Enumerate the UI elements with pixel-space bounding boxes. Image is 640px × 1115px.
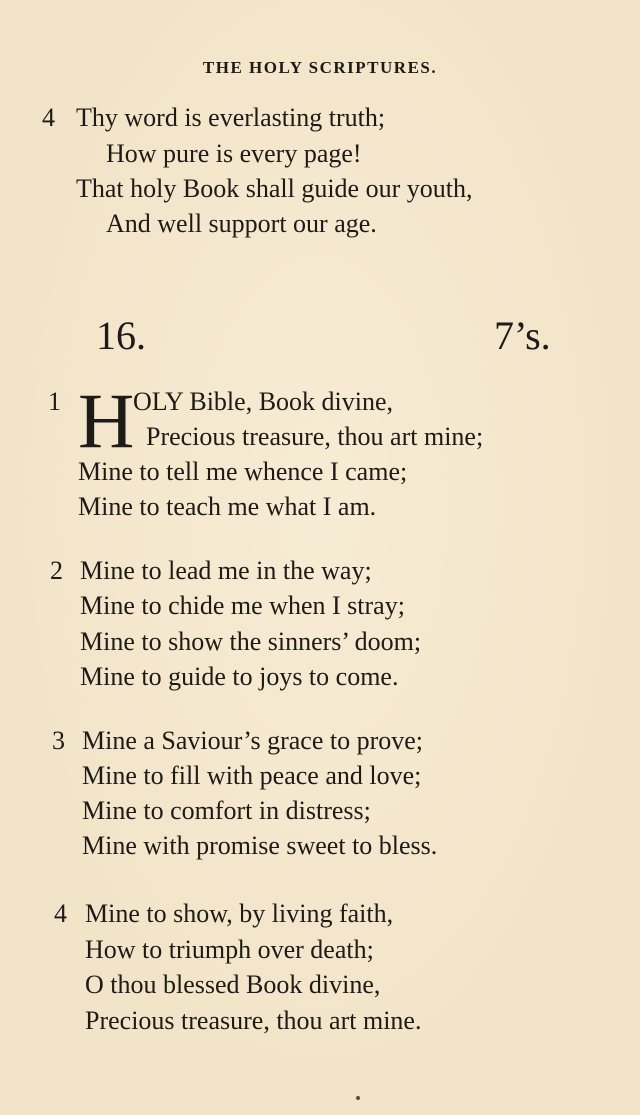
stanza-line: Mine to teach me what I am.	[78, 492, 377, 521]
stanza-line: Mine to tell me whence I came;	[78, 457, 408, 486]
stanza-number: 1	[48, 387, 61, 416]
prev-stanza-number: 4	[42, 103, 55, 132]
stanza-line: Mine to show the sinners’ doom;	[80, 627, 422, 656]
stanza-line: Mine to fill with peace and love;	[82, 761, 422, 790]
stanza-line: O thou blessed Book divine,	[85, 970, 381, 999]
stanza-line: Mine to chide me when I stray;	[80, 591, 405, 620]
prev-stanza-line: That holy Book shall guide our youth,	[76, 174, 473, 203]
stanza-line: Mine to guide to joys to come.	[80, 662, 399, 691]
hymn-meter: 7’s.	[494, 313, 551, 358]
prev-stanza-line: How pure is every page!	[106, 139, 362, 168]
stanza-line: Mine with promise sweet to bless.	[82, 831, 438, 860]
hymn-number: 16.	[96, 313, 146, 358]
running-head: THE HOLY SCRIPTURES.	[202, 58, 438, 77]
stanza-line: Mine to lead me in the way;	[80, 556, 372, 585]
stanza-line: Mine to comfort in distress;	[82, 796, 371, 825]
stanza-line: Precious treasure, thou art mine.	[85, 1006, 422, 1035]
drop-cap: H	[78, 377, 135, 464]
stanza-line: OLY Bible, Book divine,	[133, 387, 394, 416]
page-speck	[356, 1096, 360, 1100]
stanza-number: 2	[50, 556, 63, 585]
stanza-line: Precious treasure, thou art mine;	[146, 422, 484, 451]
stanza-line: Mine a Saviour’s grace to prove;	[82, 726, 424, 755]
stanza-number: 4	[54, 899, 67, 928]
stanza-number: 3	[52, 726, 65, 755]
prev-stanza-line: And well support our age.	[106, 209, 377, 238]
stanza-line: Mine to show, by living faith,	[85, 899, 394, 928]
stanza-line: How to triumph over death;	[85, 935, 374, 964]
prev-stanza-line: Thy word is everlasting truth;	[76, 103, 386, 132]
